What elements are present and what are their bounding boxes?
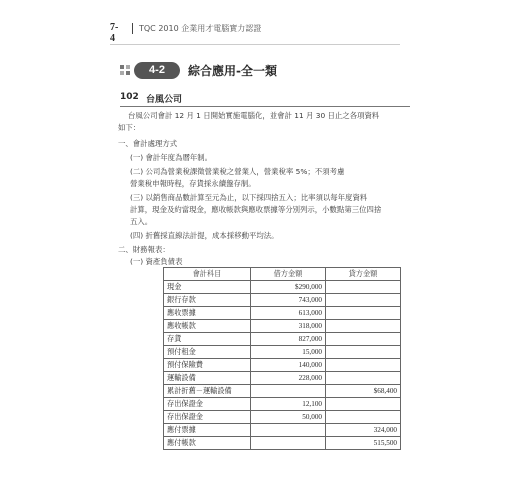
account-cell: 銀行存款 [164,294,251,307]
table-caption: (一) 資產負債表 [130,257,183,266]
section-number-badge: 4-2 [134,62,180,79]
account-cell: 應收票據 [164,307,251,320]
credit-cell [326,398,401,411]
rule-item: (二) 公司為營業稅課徵營業稅之營業人，營業稅率 5%；不須考慮 [130,167,345,176]
debit-cell [251,437,326,450]
table-row [164,307,401,320]
account-cell: 存貨 [164,333,251,346]
case-number: 102 [120,92,139,102]
table-row [164,294,401,307]
credit-cell [326,333,401,346]
debit-cell [251,385,326,398]
table-row [164,437,401,450]
debit-cell: 12,100 [251,398,326,411]
debit-cell: 827,000 [251,333,326,346]
rule-item: 五入。 [130,217,153,226]
section-two-heading: 二、財務報表： [118,245,170,254]
credit-cell [326,346,401,359]
section-one-heading: 一、會計處理方式 [118,139,178,148]
debit-cell: $290,000 [251,281,326,294]
account-cell: 存出保證金 [164,398,251,411]
credit-cell [326,294,401,307]
credit-cell: $68,400 [326,385,401,398]
table-row [164,281,401,294]
debit-cell: 15,000 [251,346,326,359]
debit-cell: 613,000 [251,307,326,320]
table-header-row [164,268,401,281]
column-header: 貸方金額 [326,268,401,281]
credit-cell: 324,000 [326,424,401,437]
account-cell: 累計折舊－運輸設備 [164,385,251,398]
table-row [164,346,401,359]
book-title: TQC 2010 企業用才電腦實力認證 [139,24,262,33]
table-row [164,424,401,437]
intro-line: 台風公司會計 12 月 1 日開始實施電腦化，並會計 11 月 30 日止之各項資料 [128,111,380,120]
table-row [164,333,401,346]
case-name: 台風公司 [146,95,183,105]
debit-cell: 140,000 [251,359,326,372]
account-cell: 預付租金 [164,346,251,359]
debit-cell: 743,000 [251,294,326,307]
column-header: 會計科目 [164,268,251,281]
rule-item: (三) 以銷售商品數計算至元為止，以下採四捨五入；比率須以每年度資料 [130,193,368,202]
account-cell: 預付保險費 [164,359,251,372]
credit-cell [326,281,401,294]
table-row [164,320,401,333]
header-separator [132,23,133,34]
debit-cell [251,424,326,437]
account-cell: 應收帳款 [164,320,251,333]
rule-item: (四) 折舊採直線法計提，成本採移動平均法。 [130,231,279,240]
column-header: 借方金額 [251,268,326,281]
intro-line: 如下： [118,123,141,132]
four-dot-bullet-icon [120,65,130,75]
balance-table [163,267,401,450]
debit-cell: 318,000 [251,320,326,333]
section-bar [120,60,410,82]
rule-item: (一) 會計年度為曆年制。 [130,153,213,162]
table-row [164,359,401,372]
case-heading [120,92,410,107]
account-cell: 運輸設備 [164,372,251,385]
credit-cell [326,372,401,385]
credit-cell: 515,500 [326,437,401,450]
rule-item: 營業稅申報時程，存貨採永續盤存制。 [130,179,256,188]
debit-cell: 228,000 [251,372,326,385]
table-row [164,411,401,424]
account-cell: 存出保證金 [164,411,251,424]
header-rule [110,44,400,45]
credit-cell [326,320,401,333]
table-row [164,372,401,385]
account-cell: 應付帳款 [164,437,251,450]
credit-cell [326,359,401,372]
account-cell: 現金 [164,281,251,294]
account-cell: 應付票據 [164,424,251,437]
table-row [164,398,401,411]
credit-cell [326,411,401,424]
rule-item: 計算，現金及約當現金，應收帳款與應收票據等分別列示，小數點第三位四捨 [130,205,382,214]
section-title: 綜合應用-全一類 [188,64,277,78]
page-number: 7-4 [110,22,119,44]
table-row [164,385,401,398]
debit-cell: 50,000 [251,411,326,424]
credit-cell [326,307,401,320]
